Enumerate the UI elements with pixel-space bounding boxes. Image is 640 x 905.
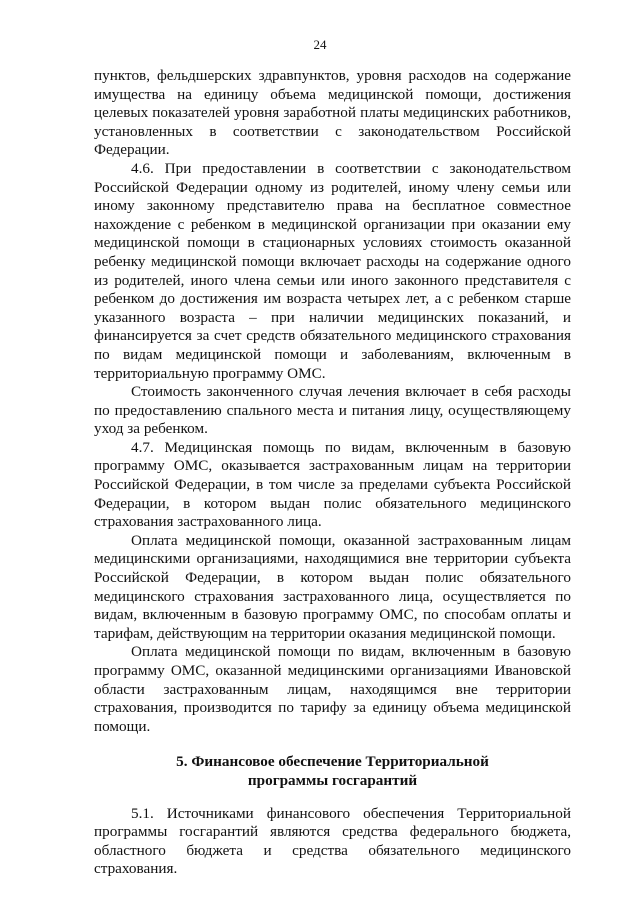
paragraph-payment-ivanovo: Оплата медицинской помощи по видам, включенным в базовую программу ОМС, оказанной медицинскими организациями Ивановской области застрахованным лицам, находящимся вне территории страхования, производится по тарифу за единицу объема медицинской помощи. [94, 643, 571, 735]
paragraph-4-6: 4.6. При предоставлении в соответствии с законодательством Российской Федерации одному из родителей, иному члену семьи или иному законному представителю права на бесплатное совместное нахождение с ребенком в медицинской организации при оказании ему медицинской помощи в стационарных условиях стоимость оказанной ребенку медицинской помощи включает расходы на содержание одного из родителей, иного члена семьи или иного законного представителя с ребенком до достижения им возраста четырех лет, а с ребенком старше указанного возраста – при наличии медицинских показаний, и финансируется за счет средств обязательного медицинского страхования по видам медицинской помощи и заболеваниям, включенным в территориальную программу ОМС. [94, 159, 571, 382]
section-heading [94, 753, 571, 790]
paragraph-5-1: 5.1. Источниками финансового обеспечения Территориальной программы госгарантий являются средства федерального бюджета, областного бюджета и средства обязательного медицинского страхования. [94, 804, 571, 878]
paragraph-4-7: 4.7. Медицинская помощь по видам, включенным в базовую программу ОМС, оказывается застрахованным лицам на территории Российской Федерации, в том числе за пределами субъекта Российской Федерации, в котором выдан полис обязательного медицинского страхования застрахованного лица. [94, 438, 571, 531]
paragraph-continuation: пунктов, фельдшерских здравпунктов, уровня расходов на содержание имущества на единицу объема медицинской помощи, достижения целевых показателей уровня заработной платы медицинских работников, установленных в соответствии с законодательством Российской Федерации. [94, 67, 571, 159]
section-heading-line-1: 5. Финансовое обеспечение Территориальной [176, 753, 489, 771]
document-body [94, 67, 571, 879]
page-number: 24 [313, 37, 327, 52]
section-heading-line-2: программы госгарантий [247, 771, 418, 789]
paragraph-treatment-cost: Стоимость законченного случая лечения включает в себя расходы по предоставлению спального места и питания лицу, осуществляющему уход за ребенком. [94, 383, 571, 438]
paragraph-payment-outside-region: Оплата медицинской помощи, оказанной застрахованным лицам медицинскими организациями, находящимися вне территории субъекта Российской Федерации, в котором выдан полис обязательного медицинского страхования застрахованного лица, осуществляется по видам, включенным в базовую программу ОМС, по способам оплаты и тарифам, действующим на территории оказания медицинской помощи. [94, 531, 571, 642]
